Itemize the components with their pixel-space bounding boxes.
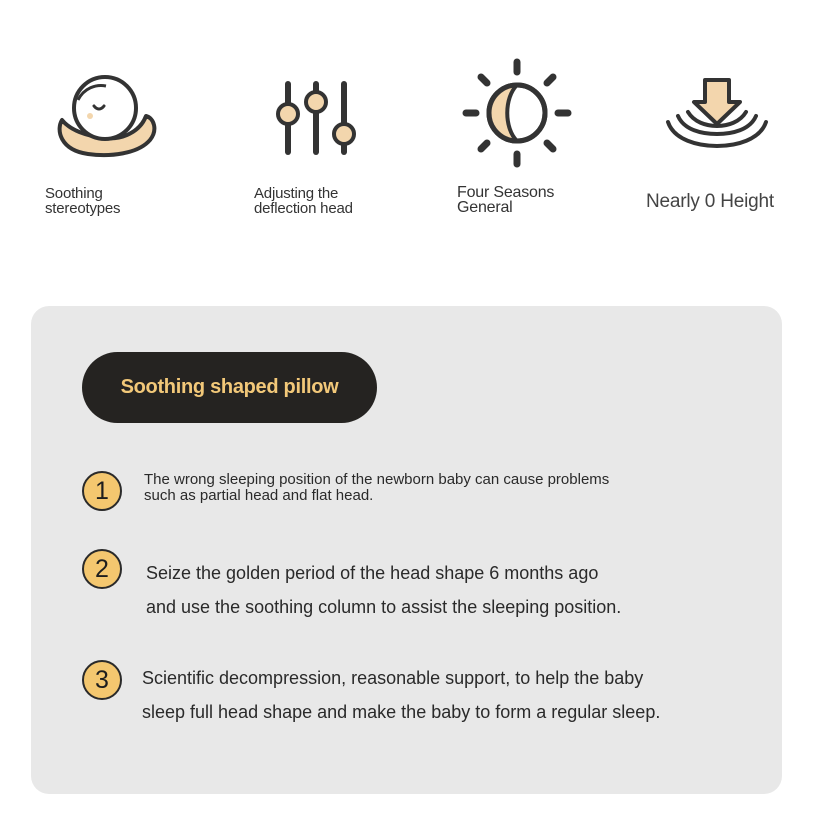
point-text-1: [144, 472, 609, 504]
sun-season-icon: [462, 58, 572, 168]
point-line: Seize the golden period of the head shape 6 months ago: [146, 563, 599, 583]
point-text-2: [146, 556, 621, 624]
point-number-text: 2: [95, 554, 109, 583]
point-number-3: [82, 660, 122, 700]
point-line: The wrong sleeping position of the newborn baby can cause problems: [144, 471, 610, 488]
point-number-2: [82, 549, 122, 589]
feature-label-adjusting-head: Adjusting the deflection head: [254, 185, 353, 217]
point-line: such as partial head and flat head.: [144, 487, 374, 504]
feature-label-nearly-zero-height: Nearly 0 Height: [646, 191, 774, 212]
baby-head-pillow-icon: [50, 70, 160, 160]
press-down-arrow-icon: [662, 76, 772, 152]
point-line: Scientific decompression, reasonable support, to help the baby: [142, 668, 644, 688]
feature-label-soothing-stereotypes: Soothing stereotypes: [45, 185, 121, 217]
adjust-sliders-icon: [268, 76, 364, 160]
feature-row: [0, 0, 821, 240]
point-text-3: [142, 661, 660, 729]
feature-label-four-seasons: Four Seasons General: [457, 184, 555, 216]
point-line: and use the soothing column to assist the sleeping position.: [146, 597, 622, 617]
point-number-text: 1: [95, 476, 109, 505]
panel-title-text: Soothing shaped pillow: [120, 376, 339, 398]
point-number-text: 3: [95, 665, 109, 694]
point-line: sleep full head shape and make the baby to form a regular sleep.: [142, 702, 661, 722]
panel-title: [82, 352, 377, 423]
point-number-1: [82, 471, 122, 511]
